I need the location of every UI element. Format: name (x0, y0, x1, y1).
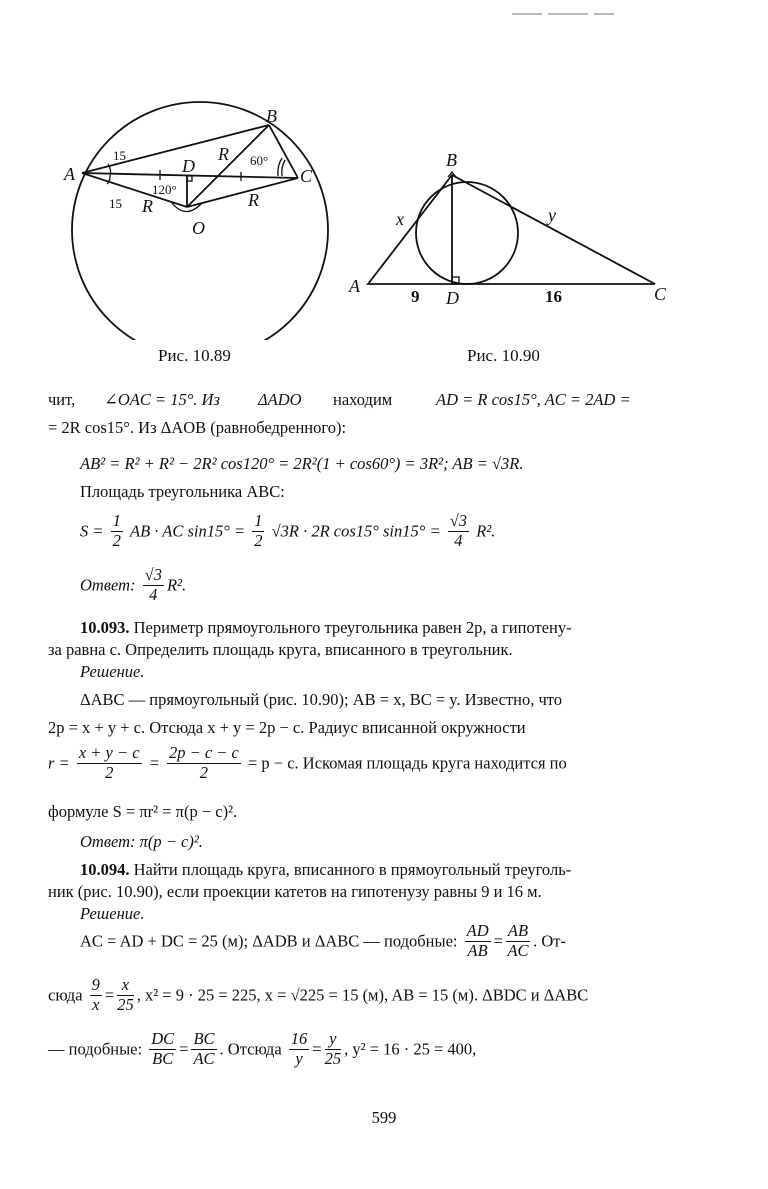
eq-2: = (104, 985, 115, 1005)
text-ad-formula: AD = R cos15°, AC = 2AD = (436, 390, 631, 409)
text-otsyuda-2: . Отсюда (219, 1039, 282, 1059)
label-A: A (349, 276, 360, 296)
formula-s-eq: S = (80, 521, 104, 541)
segment-OC (187, 178, 298, 207)
frac-half-2: $\frac{1}{2}$ (254, 511, 263, 550)
frac-x-25: $\frac{x}{25}$ (117, 975, 134, 1014)
frac-xyc: $\frac{x + y - c}{2}$ (78, 743, 140, 782)
label-16: 16 (545, 287, 562, 306)
label-9: 9 (411, 287, 420, 306)
label-O: O (192, 218, 205, 238)
formula-r2: R². (476, 521, 496, 541)
problem-094-text-1: Найти площадь круга, вписанного в прямоугольный треуголь- (133, 860, 572, 879)
frac-y-25: $\frac{y}{25}$ (324, 1029, 342, 1068)
eq-3: = (179, 1039, 189, 1059)
frac-half-1: $\frac{1}{2}$ (112, 511, 121, 550)
text-chit: чит, (48, 390, 76, 409)
label-R-OC: R (248, 190, 259, 210)
formula-ab-squared: AB² = R² + R² − 2R² cos120° = 2R²(1 + cos60°) = 3R²; AB = √3R. (80, 454, 524, 473)
frac-answer-1: $\frac{√3}{4}$ (144, 565, 162, 604)
problem-number-093: 10.093. (80, 618, 130, 637)
label-D: D (182, 156, 195, 176)
solution-heading-2: Решение. (80, 904, 145, 923)
label-15-upper: 15 (113, 148, 126, 163)
triangle-ABC (368, 175, 655, 284)
frac-ad-ab: $\frac{AD}{AB}$ (466, 921, 489, 960)
label-B: B (266, 106, 277, 126)
solution-1-text-4: формуле S = πr² = π(p − c)². (48, 802, 238, 821)
label-y: y (548, 205, 556, 225)
label-120: 120° (152, 182, 177, 197)
figure-10-90 (345, 150, 675, 310)
problem-094-text-2: ник (рис. 10.90), если проекции катетов на гипотенузу равны 9 и 16 м. (48, 882, 542, 901)
solution-1-text-1: ΔABC — прямоугольный (рис. 10.90); AB = x, BC = y. Известно, что (80, 690, 563, 709)
figure-10-89 (60, 100, 340, 340)
answer-label: Ответ: (80, 575, 136, 595)
label-C: C (300, 166, 313, 186)
solution-heading-1: Решение. (80, 662, 145, 681)
solution-2-text-2: , x² = 9 · 25 = 225, x = √225 = 15 (м), AB = 15 (м). ΔBDC и ΔABC (136, 985, 589, 1005)
label-A: A (64, 164, 75, 184)
frac-2pcc: $\frac{2p - c - c}{2}$ (168, 743, 239, 782)
page-number (0, 1108, 768, 1128)
text-nakhodim: находим (333, 390, 393, 409)
top-edge-marks (512, 2, 622, 5)
problem-093-text-2: за равна c. Определить площадь круга, вписанного в треугольник. (48, 640, 513, 659)
frac-ab-ac: $\frac{AB}{AC}$ (507, 921, 529, 960)
frac-dc-bc: $\frac{DC}{BC}$ (151, 1029, 175, 1068)
caption-fig-10-89: Рис. 10.89 (158, 346, 231, 365)
formula-middle: √3R · 2R cos15° sin15° = (271, 521, 441, 541)
eq-4: = (312, 1039, 322, 1059)
label-60: 60° (250, 153, 269, 168)
text-podobnye: — подобные: (48, 1039, 143, 1059)
label-B: B (446, 150, 457, 170)
formula-r-eq: r = (48, 753, 70, 773)
text-area-abc: Площадь треугольника ABC: (80, 482, 285, 501)
label-R-AO: R (142, 196, 153, 216)
answer-1-end: R². (166, 575, 187, 595)
problem-093-text-1: Периметр прямоугольного треугольника равен 2p, а гипотену- (133, 618, 572, 637)
label-15-lower: 15 (109, 196, 122, 211)
solution-1-text-3: = p − c. Искомая площадь круга находится по (248, 753, 567, 773)
label-R-OB: R (218, 144, 229, 164)
inscribed-circle (416, 182, 518, 284)
solution-1-text-2: 2p = x + y + c. Отсюда x + y = 2p − c. Радиус вписанной окружности (48, 718, 526, 737)
angle-arc-C2 (282, 160, 285, 176)
solution-2-text-3: , y² = 16 · 25 = 400, (344, 1039, 477, 1059)
frac-sqrt3-4: $\frac{√3}{4}$ (449, 511, 468, 550)
text-adO: ΔADO (258, 390, 302, 409)
frac-9-x: $\frac{9}{x}$ (91, 975, 100, 1014)
problem-number-094: 10.094. (80, 860, 130, 879)
answer-2-text: Ответ: π(p − c)². (80, 832, 203, 851)
formula-ab-ac: AB · AC sin15° = (130, 521, 246, 541)
solution-2-text-1: AC = AD + DC = 25 (м); ΔADB и ΔABC — подобные: (80, 931, 458, 951)
segment-AB (82, 125, 269, 173)
page-number-text: 599 (371, 1108, 397, 1127)
frac-bc-ac: $\frac{BC}{AC}$ (193, 1029, 215, 1068)
label-C: C (654, 284, 667, 304)
text-angle-oac: ∠OAC = 15°. Из (104, 390, 220, 409)
frac-16-y: $\frac{16}{y}$ (290, 1029, 308, 1068)
label-x: x (396, 209, 404, 229)
text-aob: = 2R cos15°. Из ΔAOB (равнобедренного): (48, 418, 347, 437)
solution-2-text-1-end: . От- (533, 931, 566, 951)
formula-eq: = (148, 753, 160, 773)
label-D: D (446, 288, 459, 308)
caption-fig-10-90: Рис. 10.90 (467, 346, 540, 365)
eq-1: = (493, 931, 503, 951)
text-otsyuda: сюда (48, 985, 83, 1005)
